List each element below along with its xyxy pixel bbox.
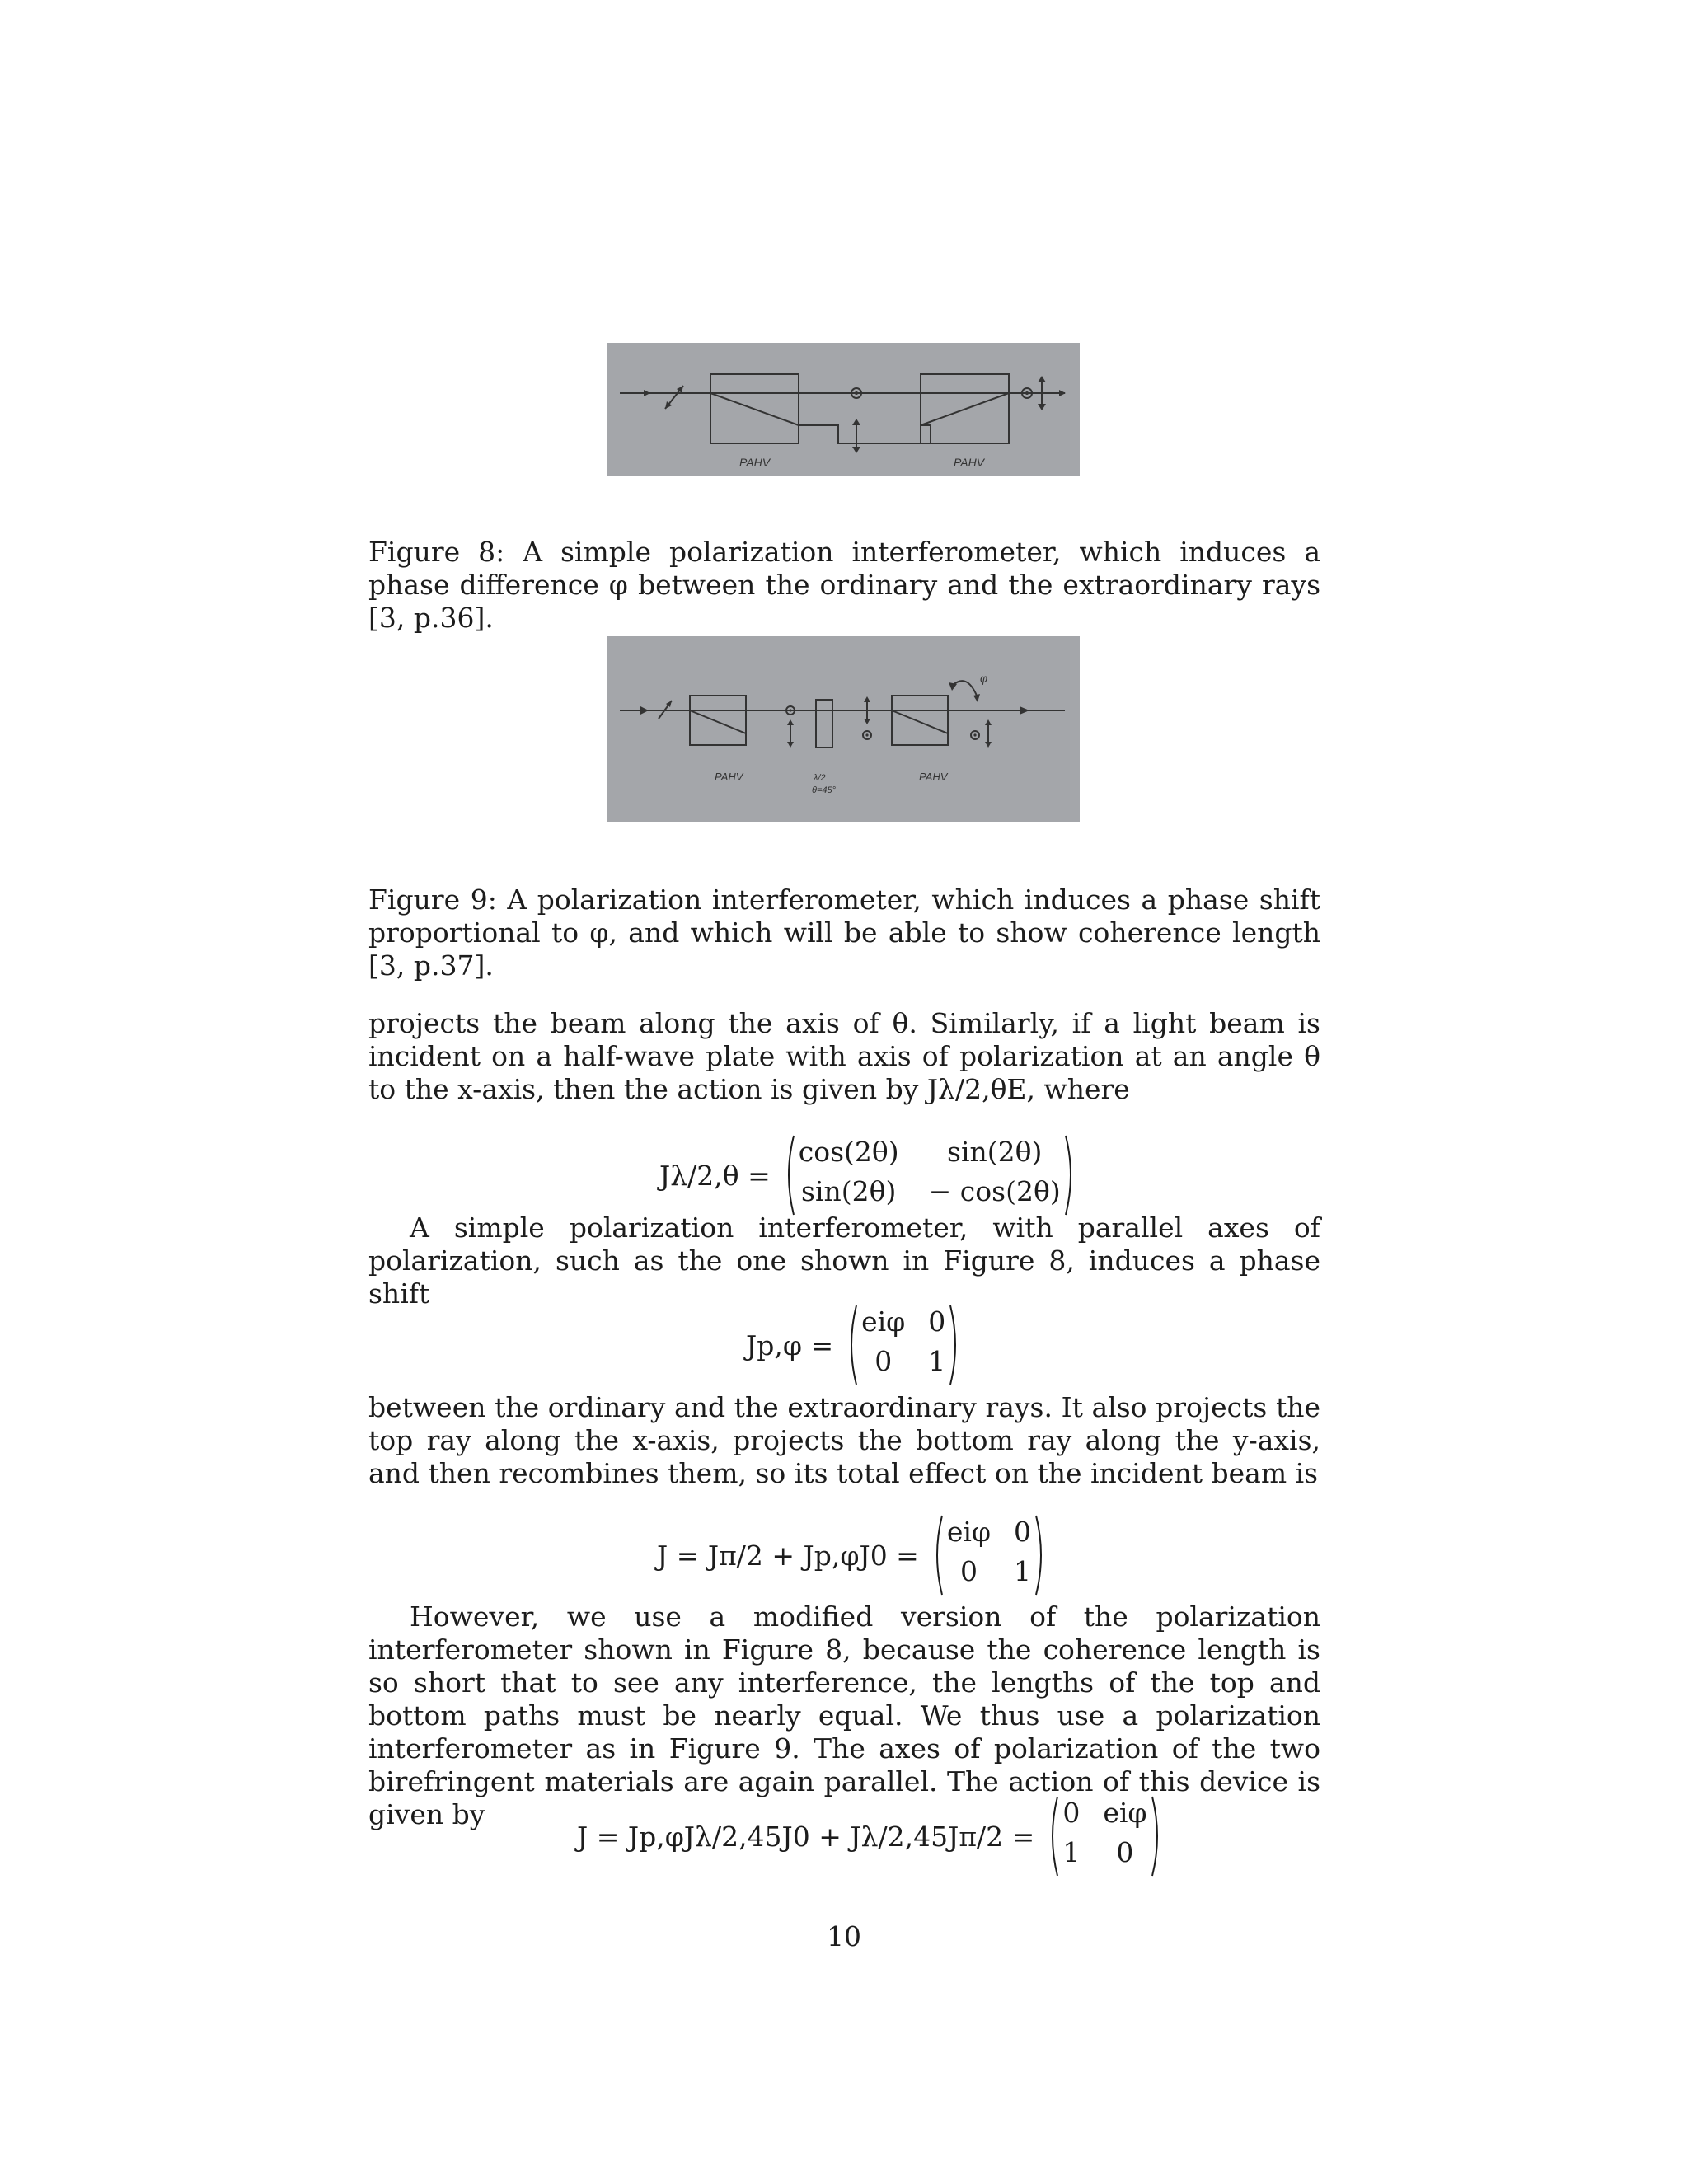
figure-8-image — [607, 343, 1080, 476]
eq1-cell: cos(2θ) — [798, 1136, 899, 1168]
eq2-cell: 0 — [928, 1305, 946, 1338]
page-number: 10 — [827, 1920, 861, 1952]
eq2-cell: 0 — [874, 1345, 893, 1377]
figure-9-label-pa-right: PAHV — [919, 771, 948, 783]
figure-9-label-pa-left: PAHV — [715, 771, 743, 783]
eq2-cell: eiφ — [861, 1305, 906, 1338]
eq2-cell: 1 — [928, 1345, 946, 1377]
equation-1-matrix — [782, 1134, 1077, 1216]
eq4-cell: 0 — [1116, 1836, 1134, 1868]
eq3-cell: eiφ — [946, 1516, 992, 1548]
eq3-cell: 0 — [1014, 1516, 1032, 1548]
eq1-cell: sin(2θ) — [801, 1175, 897, 1207]
eq3-cell: 1 — [1014, 1555, 1032, 1587]
equation-total-effect — [657, 1514, 1048, 1596]
figure-8-caption: Figure 8: A simple polarization interferometer, which induces a phase difference φ between the ordinary and the extraordinary rays [3, p.36]. — [368, 536, 1320, 634]
equation-3-lhs: J = Jπ/2 + Jp,φJ0 = — [657, 1539, 919, 1572]
equation-4-lhs: J = Jp,φJλ/2,45J0 + Jλ/2,45Jπ/2 = — [577, 1820, 1035, 1853]
equation-halfwave — [659, 1134, 1077, 1216]
figure-9-label-halfwave: λ/2 — [814, 773, 826, 783]
equation-2-lhs: Jp,φ = — [746, 1329, 834, 1361]
figure-8-label-right: PAHV — [954, 456, 985, 469]
figure-9-image — [607, 636, 1080, 822]
equation-1-lhs: Jλ/2,θ = — [659, 1159, 771, 1192]
figure-8-label-left: PAHV — [739, 456, 771, 469]
equation-2-matrix — [845, 1304, 962, 1386]
eq3-cell: 0 — [959, 1555, 978, 1587]
figure-9-caption: Figure 9: A polarization interferometer, which induces a phase shift proportional to φ, and which will be able to show coherence length [3, p.37]. — [368, 883, 1320, 982]
paragraph-1: projects the beam along the axis of θ. Similarly, if a light beam is incident on a half-wave plate with axis of polarization at an angle θ to the x-axis, then the action is given by Jλ/2,θE, where — [368, 1007, 1320, 1105]
paragraph-2: A simple polarization interferometer, with parallel axes of polarization, such as the one shown in Figure 8, induces a phase shift — [368, 1212, 1320, 1310]
equation-4-matrix — [1046, 1795, 1163, 1877]
eq4-cell: 1 — [1062, 1836, 1081, 1868]
eq1-cell: − cos(2θ) — [928, 1175, 1061, 1207]
figure-9-phi-label: φ — [980, 672, 988, 685]
figure-9-label-theta: θ=45° — [812, 785, 837, 795]
equation-phase-shift — [746, 1304, 962, 1386]
equation-3-matrix — [931, 1514, 1048, 1596]
eq4-cell: eiφ — [1103, 1797, 1147, 1829]
paragraph-3: between the ordinary and the extraordinary rays. It also projects the top ray along the x-axis, projects the bottom ray along the y-axis, and then recombines them, so its total effect on the incident beam is — [368, 1391, 1320, 1489]
eq1-cell: sin(2θ) — [947, 1136, 1043, 1168]
eq4-cell: 0 — [1062, 1797, 1081, 1829]
equation-device-action — [577, 1795, 1164, 1877]
paragraph-4: However, we use a modified version of the polarization interferometer shown in Figure 8, because the coherence length is so short that to see any interference, the lengths of the top and bottom paths must be nearly equal. We thus use a polarization interferometer as in Figure 9. The axes of polarization of the two birefringent materials are again parallel. The action of this device is given by — [368, 1601, 1320, 1830]
